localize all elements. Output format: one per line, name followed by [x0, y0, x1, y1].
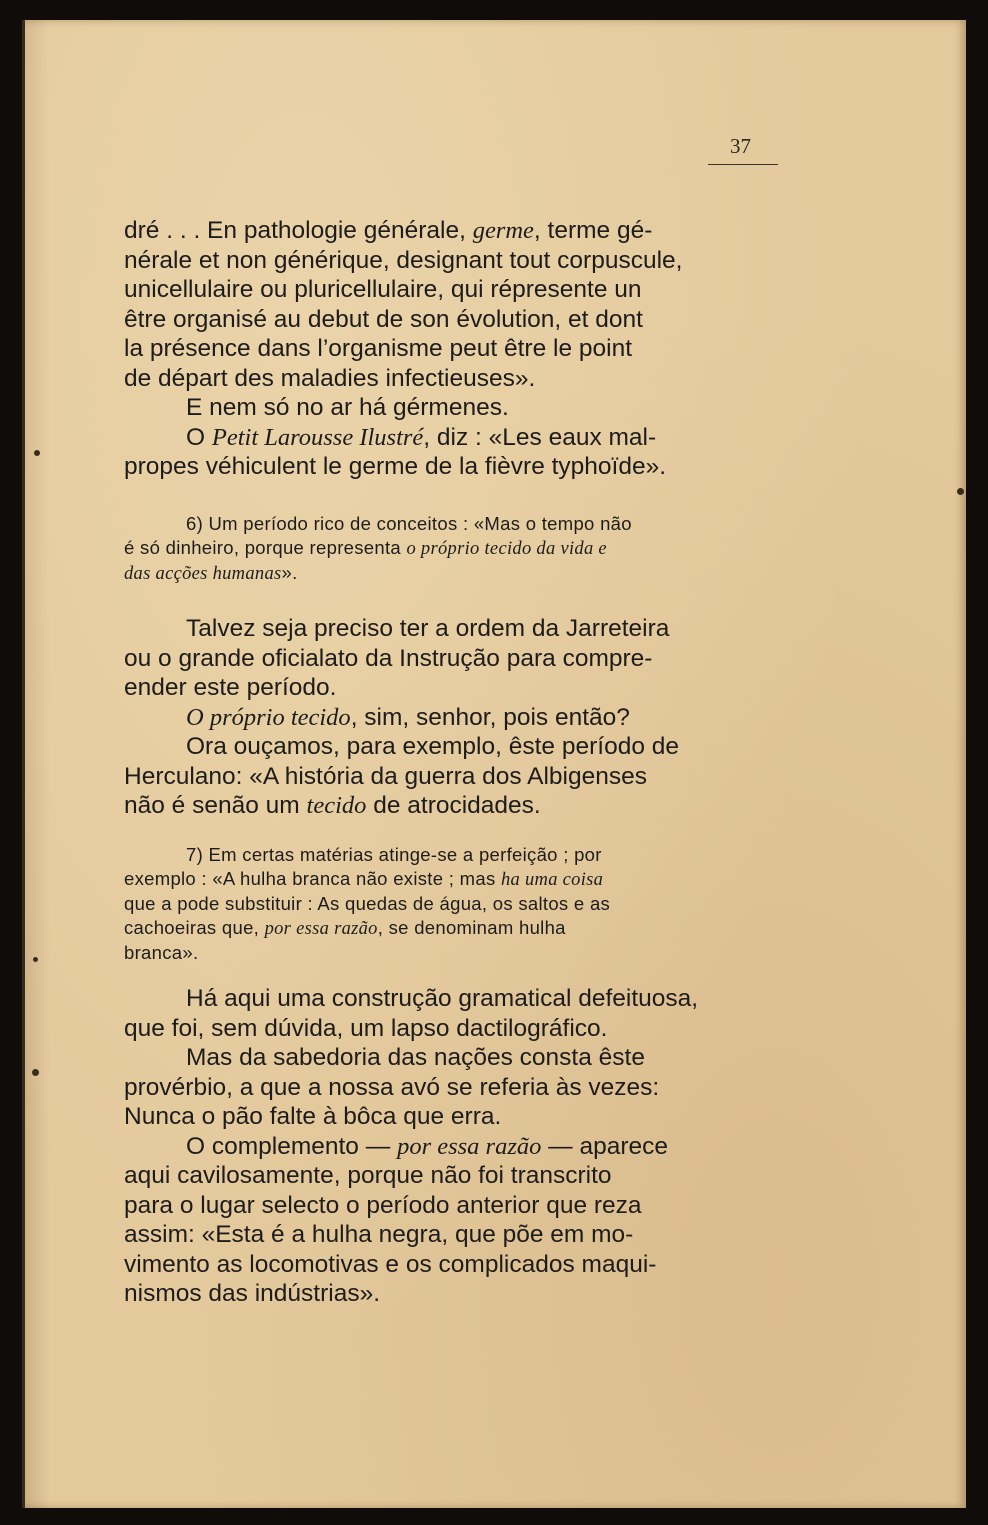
paragraph-block-1: [124, 216, 778, 482]
italic-quote: ha uma coisa: [500, 869, 604, 890]
text-line: [124, 536, 778, 562]
margin-spot: [957, 488, 964, 495]
footnote-6: [124, 512, 778, 587]
page-number-rule: [708, 164, 778, 165]
italic-quote: por essa razão: [264, 918, 378, 939]
text-run: O complemento —: [186, 1132, 398, 1160]
text-line: E nem só no ar há gérmenes.: [186, 394, 509, 421]
text-line: Mas da sabedoria das nações consta êste: [186, 1044, 645, 1071]
text-run: ».: [281, 562, 298, 583]
margin-spot: [34, 450, 40, 456]
text-line: Nunca o pão falte à bôca que erra.: [124, 1103, 502, 1130]
page-number: 37: [730, 134, 751, 158]
text-line: unicellulaire ou pluricellulaire, qui répresente un: [124, 276, 642, 303]
italic-term: germe: [472, 217, 534, 244]
text-line: Herculano: «A história da guerra dos Albigenses: [124, 762, 647, 790]
text-line: [124, 561, 778, 587]
text-run: , sim, senhor, pois então?: [350, 703, 630, 731]
text-line: assim: «Esta é a hulha negra, que põe em mo-: [124, 1221, 634, 1248]
text-line: [124, 703, 778, 733]
italic-title: Petit Larousse Ilustré: [211, 423, 424, 451]
text-run: , terme gé-: [533, 217, 653, 244]
text-run: exemplo : «A hulha branca não existe ; mas: [124, 867, 501, 889]
text-line: [124, 916, 778, 942]
italic-term: por essa razão: [397, 1132, 542, 1160]
text-line: propes véhiculent le germe de la fièvre typhoïde».: [124, 453, 667, 480]
italic-quote: o próprio tecido da vida e: [406, 538, 607, 559]
text-line: Ora ouçamos, para exemplo, êste período de: [186, 733, 680, 760]
italic-quote: das acções humanas: [124, 564, 282, 584]
text-line: aqui cavilosamente, porque não foi transcrito: [124, 1162, 612, 1189]
text-line: [124, 423, 778, 453]
text-run: — aparece: [541, 1132, 669, 1160]
text-line: de départ des maladies infectieuses».: [124, 364, 536, 392]
text-line: nismos das indústrias».: [124, 1280, 381, 1307]
text-run: O: [186, 423, 212, 451]
margin-spot: [32, 1069, 39, 1076]
page-gutter: [22, 20, 25, 1508]
italic-term: tecido: [306, 792, 367, 819]
text-line: 6) Um período rico de conceitos : «Mas o tempo não: [186, 513, 632, 534]
paragraph-block-3: [124, 984, 778, 1309]
text-line: provérbio, a que a nossa avó se referia às vezes:: [124, 1073, 660, 1101]
text-run: de atrocidades.: [366, 792, 541, 819]
text-run: cachoeiras que,: [124, 916, 265, 938]
text-line: [124, 867, 778, 893]
text-run: não é senão um: [124, 792, 307, 819]
text-line: Talvez seja preciso ter a ordem da Jarreteira: [186, 615, 670, 642]
margin-spot: [33, 957, 38, 962]
text-line: être organisé au debut de son évolution, et dont: [124, 305, 643, 333]
text-line: ou o grande oficialato da Instrução para compre-: [124, 644, 653, 672]
text-line: [124, 1132, 778, 1162]
text-line: [124, 791, 778, 821]
paragraph-block-2: [124, 614, 778, 821]
text-line: nérale et non générique, designant tout corpuscule,: [124, 246, 683, 274]
text-line: que foi, sem dúvida, um lapso dactilográfico.: [124, 1014, 608, 1042]
text-run: dré . . . En pathologie générale,: [124, 217, 473, 244]
text-run: , diz : «Les eaux mal-: [423, 423, 657, 451]
text-line: para o lugar selecto o período anterior que reza: [124, 1191, 642, 1219]
italic-term: O próprio tecido: [186, 703, 351, 731]
text-run: é só dinheiro, porque representa: [124, 536, 407, 558]
text-line: ender este período.: [124, 674, 337, 701]
text-line: Há aqui uma construção gramatical defeituosa,: [186, 985, 699, 1012]
text-run: , se denominam hulha: [377, 916, 566, 938]
text-line: branca».: [124, 942, 199, 963]
text-line: vimento as locomotivas e os complicados maqui-: [124, 1250, 657, 1278]
text-line: la présence dans l’organisme peut être le point: [124, 335, 633, 362]
footnote-7: [124, 843, 778, 965]
text-line: 7) Em certas matérias atinge-se a perfeição ; por: [186, 844, 602, 865]
text-line: [124, 216, 778, 246]
text-line: que a pode substituir : As quedas de água, os saltos e as: [124, 893, 611, 914]
